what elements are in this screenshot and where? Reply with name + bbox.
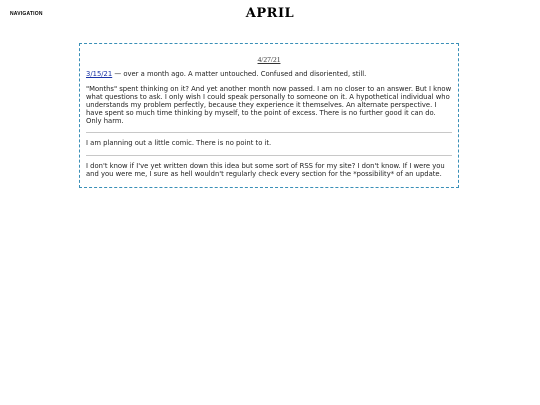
entry-paragraph-1: "Months" spent thinking on it? And yet another month now passed. I am no closer to an answer. But I know what questions to ask. I only wish I could speak personally to someone on it. A hypothetical individual who understands my problem perfectly, because they experience it themselves. An alternate perspective. I have spent so much time thinking by myself, to the point of excess. There is no further good it can do. Only harm. (86, 85, 452, 125)
page-title: APRIL (245, 6, 295, 21)
entry-paragraph-2: I am planning out a little comic. There is no point to it. (86, 139, 272, 147)
journal-entry (79, 43, 459, 188)
entry-paragraph-3: I don't know if I've yet written down this idea but some sort of RSS for my site? I don't know. If I were you and you were me, I sure as hell wouldn't regularly check every section for the *possibility* of an update. (86, 162, 445, 178)
entry-date-link[interactable]: 4/27/21 (257, 55, 281, 64)
entry-intro-text: — over a month ago. A matter untouched. Confused and disoriented, still. (112, 70, 367, 78)
previous-entry-link[interactable]: 3/15/21 (86, 70, 113, 78)
entry-divider (86, 132, 452, 133)
entry-divider (86, 155, 452, 156)
navigation-link[interactable]: NAVIGATION (10, 11, 43, 17)
entry-intro (86, 70, 452, 78)
